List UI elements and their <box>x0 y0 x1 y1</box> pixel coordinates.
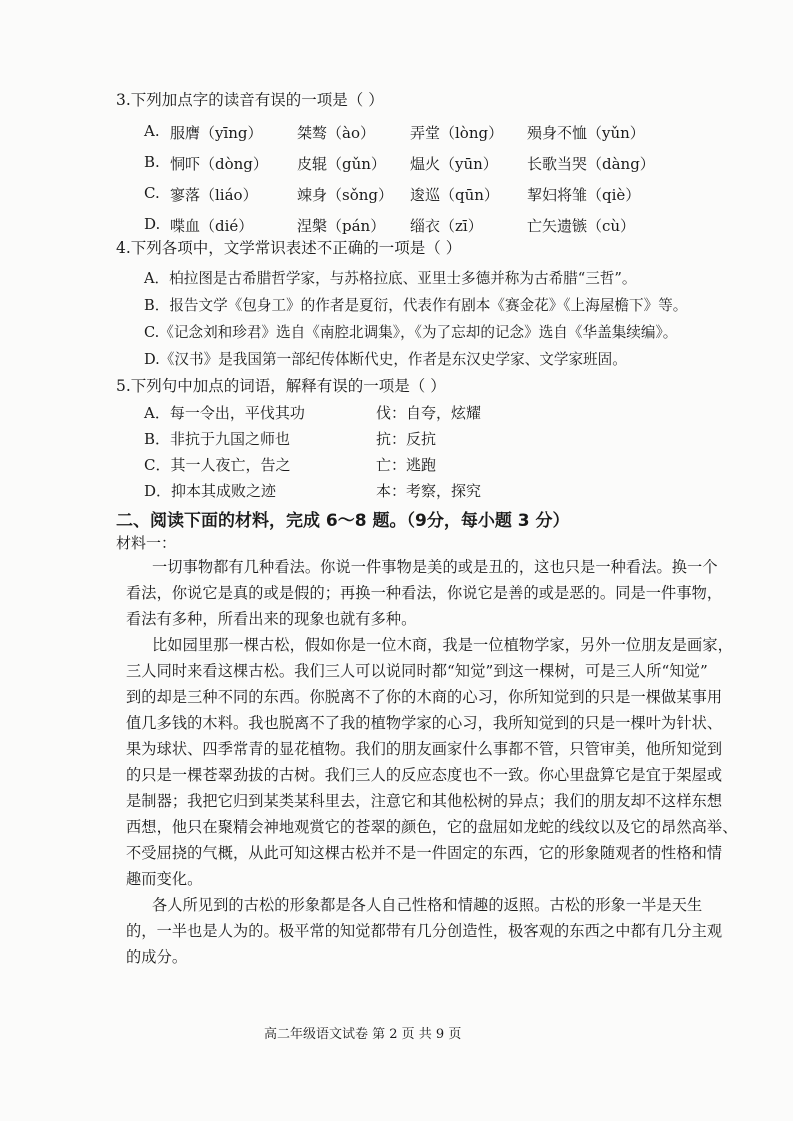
question-5-sentence: B．非抗于九国之师也 <box>144 430 291 448</box>
question-3-option-word: 喋血（dié） <box>170 217 254 235</box>
passage-line: 的，一半也是人为的。极平常的知觉都带有几分创造性，极客观的东西之中都有几分主观 <box>126 922 723 940</box>
passage-line: 果为球状、四季常青的显花植物。我们的朋友画家什么事都不管，只管审美，他所知觉到 <box>126 740 723 758</box>
passage-line: 看法，你说它是真的或是假的；再换一种看法，你说它是善的或是恶的。同是一件事物， <box>126 584 723 602</box>
passage-line: 不受屈挠的气概，从此可知这棵古松并不是一件固定的东西，它的形象随观者的性格和情 <box>126 844 723 862</box>
question-3-option-word: 煴火（yūn） <box>410 155 498 173</box>
passage-line: 各人所见到的古松的形象都是各人自己性格和情趣的返照。古松的形象一半是天生 <box>152 896 703 914</box>
question-3-option-letter: C. <box>144 184 160 202</box>
question-3-option-word: 竦身（sǒng） <box>297 186 393 204</box>
question-5-sentence: C．其一人夜亡，告之 <box>144 456 291 474</box>
question-5-title: 5.下列句中加点的词语，解释有误的一项是（ ） <box>116 377 446 395</box>
question-3-option-word: 长歌当哭（dàng） <box>527 155 655 173</box>
page-footer: 高二年级语文试卷 第 2 页 共 9 页 <box>264 1027 462 1042</box>
question-3-option-letter: B. <box>144 153 160 171</box>
question-3-option-word: 缁衣（zī） <box>410 217 483 235</box>
passage-line: 一切事物都有几种看法。你说一件事物是美的或是丑的，这也只是一种看法。换一个 <box>152 558 718 576</box>
passage-line: 的只是一棵苍翠劲拔的古树。我们三人的反应态度也不一致。你心里盘算它是宜于架屋或 <box>126 766 723 784</box>
question-5-sentence: A．每一令出，平伐其功 <box>144 404 305 422</box>
passage-line: 西想，他只在聚精会神地观赏它的苍翠的颜色，它的盘屈如龙蛇的线纹以及它的昂然高举、 <box>126 818 738 836</box>
question-3-option-word: 桀骜（ào） <box>297 124 375 142</box>
question-3-option-word: 皮辊（gǔn） <box>297 155 386 173</box>
question-4-option-a: A．柏拉图是古希腊哲学家，与苏格拉底、亚里士多德并称为古希腊“三哲”。 <box>144 270 637 287</box>
question-5-explanation: 抗：反抗 <box>376 430 437 448</box>
question-5-explanation: 伐：自夸，炫耀 <box>376 404 482 422</box>
question-3-option-letter: A. <box>144 122 160 140</box>
material-label: 材料一： <box>116 534 177 552</box>
question-4-option-b: B．报告文学《包身工》的作者是夏衍，代表作有剧本《赛金花》《上海屋檐下》等。 <box>144 297 688 314</box>
passage-line: 看法有多种，所看出来的现象也就有多种。 <box>126 610 417 628</box>
question-5-explanation: 亡：逃跑 <box>376 456 437 474</box>
passage-line: 的成分。 <box>126 948 188 966</box>
question-5-sentence: D．抑本其成败之迹 <box>144 482 277 500</box>
question-3-option-word: 寥落（liáo） <box>170 186 258 204</box>
question-3-option-word: 服膺（yīng） <box>170 124 263 142</box>
passage-line: 值几多钱的木料。我也脱离不了我的植物学家的心习，我所知觉到的只是一棵叶为针状、 <box>126 714 723 732</box>
question-3-option-word: 逡巡（qūn） <box>410 186 499 204</box>
question-3-option-word: 挈妇将雏（qiè） <box>527 186 641 204</box>
question-3-option-word: 亡矢遗镞（cù） <box>527 217 636 235</box>
passage-line: 比如园里那一棵古松，假如你是一位木商，我是一位植物学家，另外一位朋友是画家， <box>152 636 733 654</box>
passage-line: 到的却是三种不同的东西。你脱离不了你的木商的心习，你所知觉到的只是一棵做某事用 <box>126 688 723 706</box>
question-4-option-c: C.《记念刘和珍君》选自《南腔北调集》，《为了忘却的记念》选自《华盖集续编》。 <box>144 324 678 341</box>
question-3-title: 3.下列加点字的读音有误的一项是（ ） <box>116 91 384 109</box>
question-3-option-letter: D. <box>144 215 161 233</box>
question-3-option-word: 弄堂（lòng） <box>410 124 504 142</box>
section-2-heading: 二、阅读下面的材料，完成 6～8 题。（9分，每小题 3 分） <box>116 511 570 531</box>
question-3-option-word: 恫吓（dòng） <box>170 155 268 173</box>
question-4-title: 4.下列各项中，文学常识表述不正确的一项是（ ） <box>116 239 462 257</box>
question-4-option-d: D.《汉书》是我国第一部纪传体断代史，作者是东汉史学家、文学家班固。 <box>144 351 627 368</box>
passage-line: 三人同时来看这棵古松。我们三人可以说同时都“知觉”到这一棵树，可是三人所“知觉” <box>126 662 708 680</box>
question-5-explanation: 本：考察，探究 <box>376 482 482 500</box>
question-3-option-word: 涅槃（pán） <box>297 217 386 235</box>
passage-line: 是制器；我把它归到某类某科里去，注意它和其他松树的异点；我们的朋友却不这样东想 <box>126 792 723 810</box>
question-3-option-word: 殒身不恤（yǔn） <box>527 124 645 142</box>
passage-line: 趣而变化。 <box>126 870 203 888</box>
